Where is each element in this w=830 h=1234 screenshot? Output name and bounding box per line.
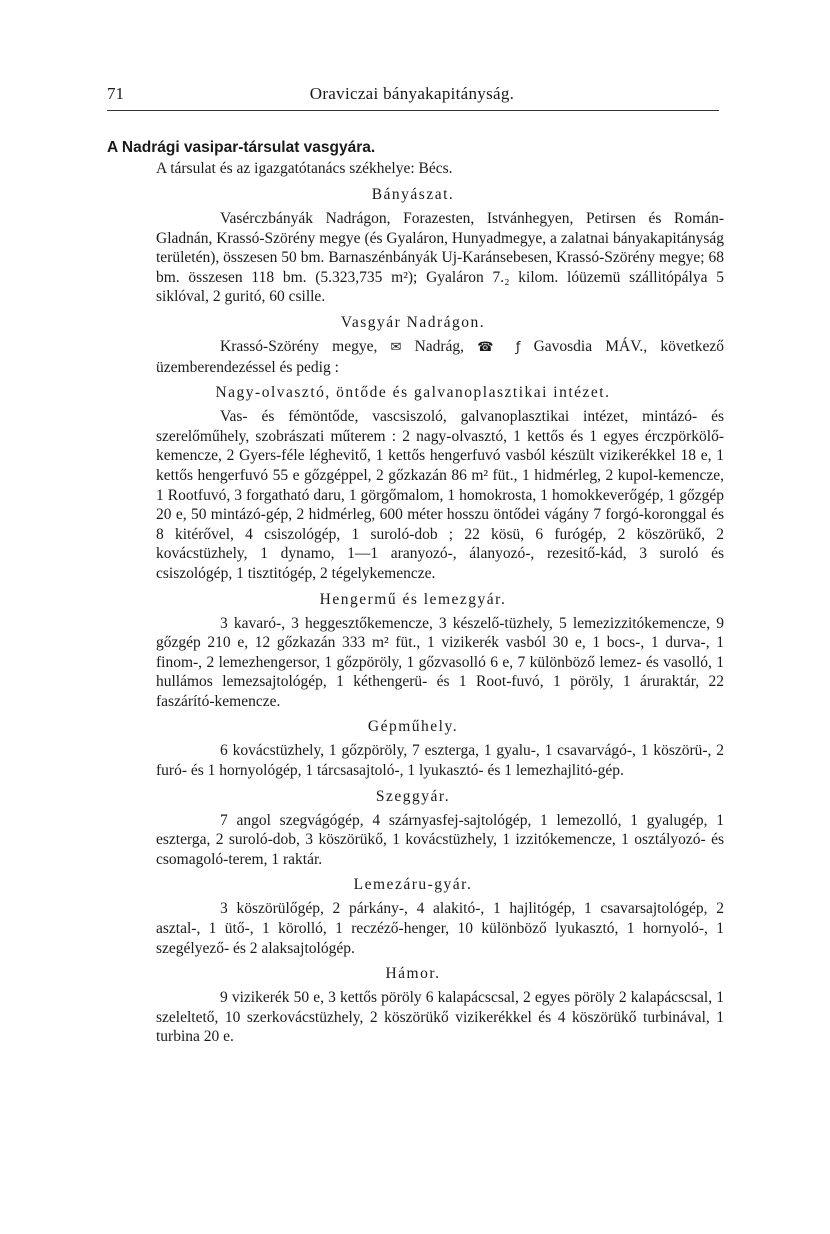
section-title-banyaszat: Bányászat. (371, 186, 455, 203)
company-seat: A társulat és az igazgatótanács székhelye: Bécs. (156, 160, 453, 177)
company-title: A Nadrági vasipar-társulat vasgyára. (107, 139, 376, 156)
post-office-icon: ✉ (390, 339, 402, 355)
section-text-gepmuhely: 6 kovácstüzhely, 1 gőzpöröly, 7 eszterga, 1 gyalu-, 1 csavarvágó-, 1 köszörü-, 2 furó- és 1 hornyológép, 1 tárcsasajtoló-, 1 lyukasztó- és 1 lemezhajlitó-gép. (156, 742, 724, 780)
telegraph-icon: ☎ (477, 339, 503, 355)
section-title-nagy-olvaszto: Nagy-olvasztó, öntőde és galvanoplasztikai intézet. (215, 384, 611, 402)
section-title-lemezaru: Lemezáru-gyár. (353, 876, 473, 894)
header-rule (107, 110, 719, 111)
section-text-lemezaru: 3 köszörülőgép, 2 párkány-, 4 alakitó-, 1 hajlitógép, 1 csavarsajtológép, 2 asztal-, 1 ütő-, 1 körolló, 1 reczéző-henger, 10 különböző lyukasztó, 1 hornyoló-, 1 szegélyező- és 2 alaksajtológép. (156, 900, 724, 957)
page-header (107, 84, 717, 108)
section-title-szeggyar: Szeggyár. (375, 787, 451, 805)
section-text-vasgyar (156, 337, 724, 377)
running-title: Oraviczai bányakapitányság. (309, 84, 515, 103)
section-title-vasgyar: Vasgyár Nadrágon. (340, 313, 486, 331)
page-number: 71 (107, 84, 124, 103)
vasgyar-place: Nadrág, (414, 337, 465, 355)
section-title-hamor: Hámor. (385, 965, 441, 983)
vasgyar-continuation: következő üzemberendezéssel és pedig : (156, 337, 725, 376)
railway-icon: ƒ (515, 339, 521, 355)
section-text-banyaszat: Vasérczbányák Nadrágon, Forazesten, Istvánhegyen, Petirsen és Román-Gladnán, Krassó-Szörény megye (és Gyaláron, Hunyadmegye, a zalatnai bányakapitányság területén), összesen 50 bm. Barnaszénbányák Uj-Karánsebesen, Krassó-Szörény megye; 68 bm. összesen 118 bm. (5.323,735 m²); Gyaláron 7.₂ kilom. lóüzemü szállitópálya 5 siklóval, 2 guritó, 60 csille. (156, 210, 724, 306)
page-body (107, 126, 725, 1047)
vasgyar-station: Gavosdia MÁV., (533, 337, 648, 355)
section-text-hamor: 9 vizikerék 50 e, 3 kettős pöröly 6 kalapácscsal, 2 egyes pöröly 2 kalapácscsal, 1 szeleltető, 10 szerkovácstüzhely, 2 köszörükő vizikerékkel és 4 köszörükő turbinával, 1 turbina 20 e. (156, 989, 724, 1046)
section-title-hengermu: Hengermű és lemezgyár. (319, 590, 507, 608)
section-text-szeggyar: 7 angol szegvágógép, 4 szárnyasfej-sajtológép, 1 lemezolló, 1 gyalugép, 1 eszterga, 2 suroló-dob, 3 köszörükő, 1 kovácstüzhely, 1 izzitókemencze, 1 osztályozó- és csomagoló-terem, 1 raktár. (156, 811, 724, 868)
section-title-gepmuhely: Gépműhely. (367, 718, 459, 736)
vasgyar-location: Krassó-Szörény megye, (220, 337, 378, 355)
section-text-nagy-olvaszto: Vas- és fémöntőde, vascsiszoló, galvanoplasztikai intézet, mintázó- és szerelőműhely, szobrászati műterem : 2 nagy-olvasztó, 1 kettős és 1 egyes érczpörkölő-kemencze, 2 Gyers-féle léghevitő, 1 kettős hengerfuvó vasból készült vizikerékkel 18 e, 1 kettős hengerfuvó 55 e gőzgéppel, 2 gőzkazán 86 m² füt., 1 hidmérleg, 2 kupol-kemencze, 1 Rootfuvó, 3 forgatható daru, 1 görgőmalom, 1 homokrosta, 1 homokkeverőgép, 1 gőzgép 20 e, 50 mintázó-gép, 2 hidmérleg, 600 méter hosszu öntődei vágány 7 forgó-koronggal és 8 kitérővel, 4 csiszológép, 1 suroló-dob ; 22 kösü, 6 furógép, 2 köszörükő, 2 kovácstüzhely, 1 dynamo, 1—1 aranyozó-, álanyozó-, rezesitő-kád, 3 suroló és csiszológép, 1 tisztitógép, 2 tégelykemencze. (156, 408, 724, 582)
section-text-hengermu: 3 kavaró-, 3 heggesztőkemencze, 3 készelő-tüzhely, 5 lemezizzitókemencze, 9 gőzgép 210 e, 12 gőzkazán 333 m² füt., 1 vizikerék vasból 30 e, 1 bocs-, 1 durva-, 1 finom-, 2 lemezhengersor, 1 gőzpöröly, 1 gőzvasolló 6 e, 7 különböző lemez- és vasolló, 1 hullámos lemezsajtológép, 1 kéthengerü- és 1 Root-fuvó, 1 pöröly, 1 áruraktár, 22 faszárító-kemencze. (156, 614, 724, 710)
